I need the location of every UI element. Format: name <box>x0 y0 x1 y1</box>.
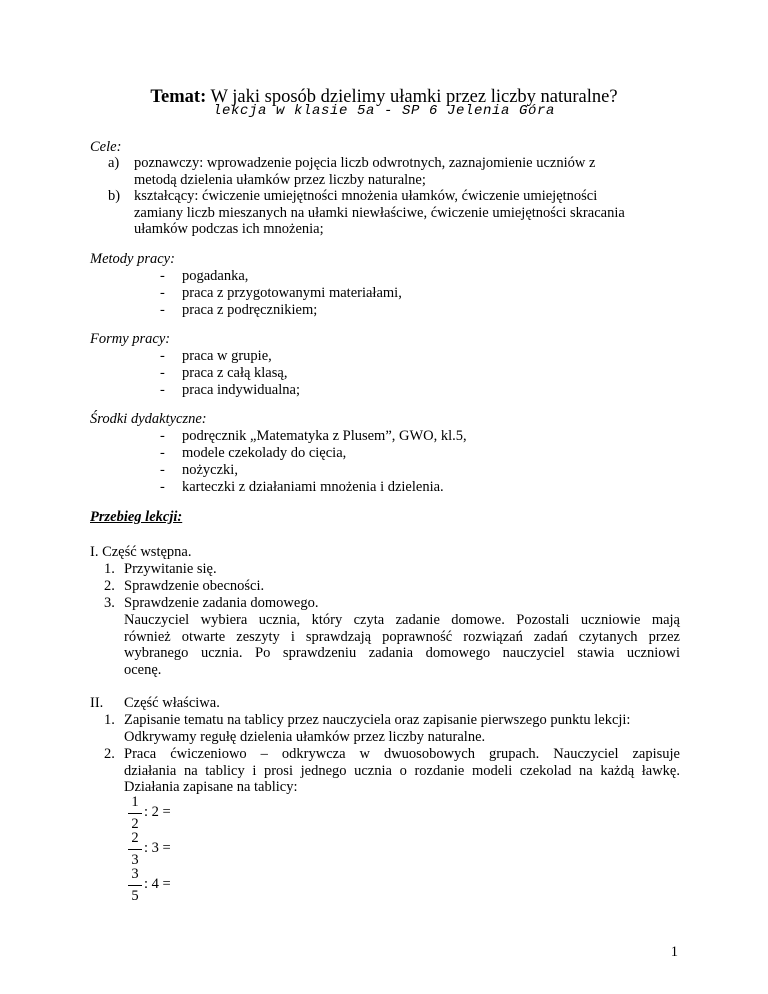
fraction-numerator: 1 <box>131 794 139 810</box>
metody-heading: Metody pracy: <box>90 251 175 267</box>
fraction-denominator: 2 <box>131 816 139 832</box>
fraction-operation: : 3 = <box>144 840 171 856</box>
list-item: - praca w grupie, <box>160 348 272 364</box>
fraction-denominator: 3 <box>131 852 139 868</box>
title-prefix: Temat: <box>150 87 207 107</box>
fraction-numerator: 3 <box>131 866 139 882</box>
formy-list <box>0 348 768 399</box>
part1-paragraph: Nauczyciel wybiera ucznia, który czyta zadanie domowe. Pozostali uczniowie mają również otwarte zeszyty i sprawdzają poprawność rozwiązań zadań czytanych przez wybranego ucznia. Po sprawdzeniu zadania domowego nauczyciel stawia uczniowi ocenę. <box>124 612 680 678</box>
cele-item-b-label: b) <box>108 188 121 204</box>
list-item: 3. Sprawdzenie zadania domowego. <box>104 595 319 611</box>
fraction-numerator: 2 <box>131 830 139 846</box>
cele-item-b-line: ułamków podczas ich mnożenia; <box>134 221 324 237</box>
document-page: Temat: W jaki sposób dzielimy ułamki przez liczby naturalne? lekcja w klasie 5a - SP 6 Jelenia Góra Cele: a) poznawczy: wprowadzenie pojęcia liczb odwrotnych, zaznajomienie uczniów z metodą dzielenia ułamków przez liczby naturalne; b) kształcący: ćwiczenie umiejętności mnożenia ułamków, ćwiczenie umiejętności zamiany liczb mieszanych na ułamki niewłaściwe, ćwiczenie umiejętności skracania ułamków podczas ich mnożenia; Metody pracy: - pogadanka, - praca z przygotowanymi materiałami, - praca z podręcznikiem; Formy pracy: - praca w grupie, - praca z całą klasą, - praca indywidualna; Środki dydaktyczne: - podręcznik „Matematyka z Plusem”, GWO, kl.5, - modele czekolady do cięcia, - nożyczki, - karteczki z działaniami mnożenia i dzielenia. Przebieg lekcji: I. Część wstępna. 1. Przywitanie się. 2. Sprawdzenie obecności. 3. Sprawdzenie zadania domowego. Nauczyciel wybiera ucznia, który czyta zadanie domowe. Pozostali uczniowie mają również otwarte zeszyty i sprawdzają poprawność rozwiązań zadań czytanych przez wybranego ucznia. Po sprawdzeniu zadania domowego nauczyciel stawia uczniowi ocenę. II. Część właściwa. 1. Zapisanie tematu na tablicy przez nauczyciela oraz zapisanie pierwszego punktu lekcji: Odkrywamy regułę dzielenia ułamków przez liczby naturalne. 2. Praca ćwiczeniowo – odkrywcza w dwuosobowych grupach. Nauczyciel zapisuje działania na tablicy i prosi jednego ucznia o rozdanie modeli czekolad na każdą ławkę. Działania zapisane na tablicy: 1 2 : 2 = 2 3 : 3 = 3 5 : 4 = 1 <box>0 0 768 994</box>
przebieg-heading: Przebieg lekcji: <box>90 509 183 525</box>
list-item: - praca z podręcznikiem; <box>160 302 318 318</box>
cele-item-a-line: poznawczy: wprowadzenie pojęcia liczb odwrotnych, zaznajomienie uczniów z <box>134 155 596 171</box>
fraction-operation: : 2 = <box>144 804 171 820</box>
cele-item-b-line: kształcący: ćwiczenie umiejętności mnożenia ułamków, ćwiczenie umiejętności <box>134 188 598 204</box>
cele-item-b-line: zamiany liczb mieszanych na ułamki niewłaściwe, ćwiczenie umiejętności skracania <box>134 204 625 221</box>
part2-heading: Część właściwa. <box>124 695 220 711</box>
part2-label: II. <box>90 695 104 711</box>
list-item: - pogadanka, <box>160 268 249 284</box>
list-item: - podręcznik „Matematyka z Plusem”, GWO, kl.5, <box>160 428 467 444</box>
list-item: - karteczki z działaniami mnożenia i dzielenia. <box>160 479 444 495</box>
subtitle: lekcja w klasie 5a - SP 6 Jelenia Góra <box>212 103 556 119</box>
part1-list <box>0 561 768 612</box>
list-item: - praca z całą klasą, <box>160 365 288 381</box>
metody-list <box>0 268 768 319</box>
cele-heading: Cele: <box>90 139 122 155</box>
list-item: 2. Sprawdzenie obecności. <box>104 578 265 594</box>
title-text: W jaki sposób dzielimy ułamki przez liczby naturalne? <box>206 87 618 107</box>
page-number: 1 <box>670 944 678 960</box>
part1-heading: I. Część wstępna. <box>90 544 192 560</box>
cele-item-a-line: metodą dzielenia ułamków przez liczby naturalne; <box>134 171 426 188</box>
list-item: - modele czekolady do cięcia, <box>160 445 347 461</box>
cele-item-a-label: a) <box>108 155 120 171</box>
fraction-expression <box>0 866 768 903</box>
list-item: - praca indywidualna; <box>160 382 300 398</box>
srodki-list <box>0 428 768 496</box>
fraction-expression <box>0 794 768 831</box>
srodki-heading: Środki dydaktyczne: <box>90 411 207 427</box>
formy-heading: Formy pracy: <box>90 331 171 347</box>
fraction-expression <box>0 830 768 867</box>
list-item: - nożyczki, <box>160 462 238 478</box>
list-item: 1. Przywitanie się. <box>104 561 217 577</box>
list-item: - praca z przygotowanymi materiałami, <box>160 285 402 301</box>
fraction-operation: : 4 = <box>144 876 171 892</box>
fraction-denominator: 5 <box>131 888 139 904</box>
